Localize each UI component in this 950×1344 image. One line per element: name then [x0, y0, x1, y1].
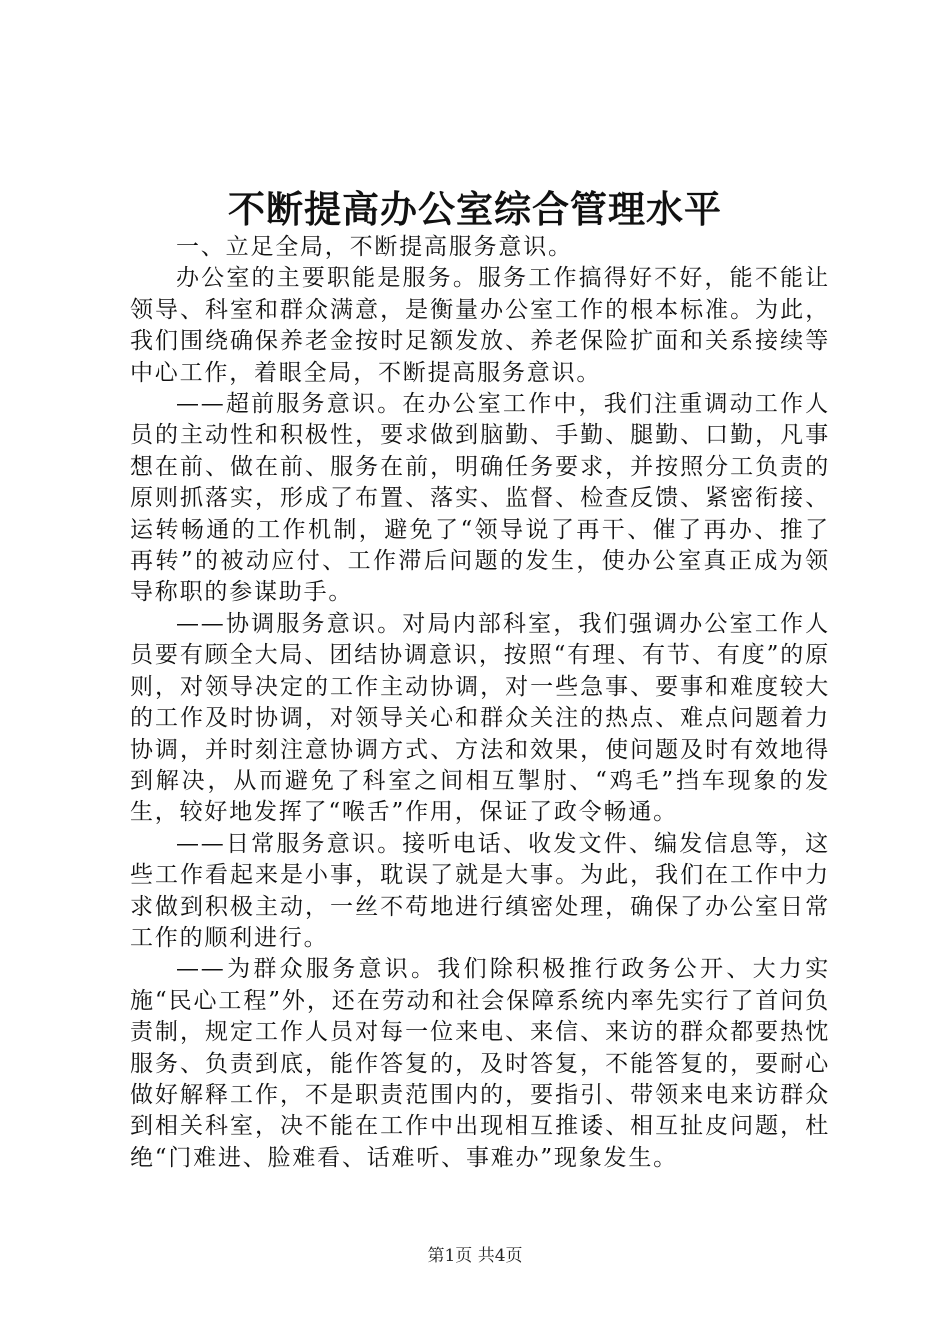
paragraph-daily-service: ——日常服务意识。接听电话、收发文件、编发信息等，这些工作看起来是小事，耽误了就是大事。为此，我们在工作中力求做到积极主动，一丝不苟地进行缜密处理，确保了办公室日常工作的顺利进行。 [130, 830, 830, 951]
page-number-footer: 第1页 共4页 [427, 1246, 523, 1266]
paragraph-coordination-service: ——协调服务意识。对局内部科室，我们强调办公室工作人员要有顾全大局、团结协调意识，按照“有理、有节、有度”的原则，对领导决定的工作主动协调，对一些急事、要事和难度较大的工作及时协调，对领导关心和群众关注的热点、难点问题着力协调，并时刻注意协调方式、方法和效果，使问题及时有效地得到解决，从而避免了科室之间相互掣肘、“鸡毛”挡车现象的发生，较好地发挥了“喉舌”作用，保证了政令畅通。 [130, 610, 830, 826]
document-body [130, 232, 830, 1174]
document-title: 不断提高办公室综合管理水平 [228, 187, 722, 231]
section-heading: 一、立足全局，不断提高服务意识。 [176, 234, 573, 260]
paragraph-proactive-service: ——超前服务意识。在办公室工作中，我们注重调动工作人员的主动性和积极性，要求做到脑勤、手勤、腿勤、口勤，凡事想在前、做在前、服务在前，明确任务要求，并按照分工负责的原则抓落实，形成了布置、落实、监督、检查反馈、紧密衔接、运转畅通的工作机制，避免了“领导说了再干、催了再办、推了再转”的被动应付、工作滞后问题的发生，使办公室真正成为领导称职的参谋助手。 [130, 391, 830, 606]
paragraph-intro: 办公室的主要职能是服务。服务工作搞得好不好，能不能让领导、科室和群众满意，是衡量办公室工作的根本标准。为此，我们围绕确保养老金按时足额发放、养老保险扩面和关系接续等中心工作，着眼全局，不断提高服务意识。 [130, 265, 830, 386]
paragraph-public-service: ——为群众服务意识。我们除积极推行政务公开、大力实施“民心工程”外，还在劳动和社会保障系统内率先实行了首问负责制，规定工作人员对每一位来电、来信、来访的群众都要热忱服务、负责到底，能作答复的，及时答复，不能答复的，要耐心做好解释工作，不是职责范围内的，要指引、带领来电来访群众到相关科室，决不能在工作中出现相互推诿、相互扯皮问题，杜绝“门难进、脸难看、话难听、事难办”现象发生。 [130, 956, 830, 1171]
